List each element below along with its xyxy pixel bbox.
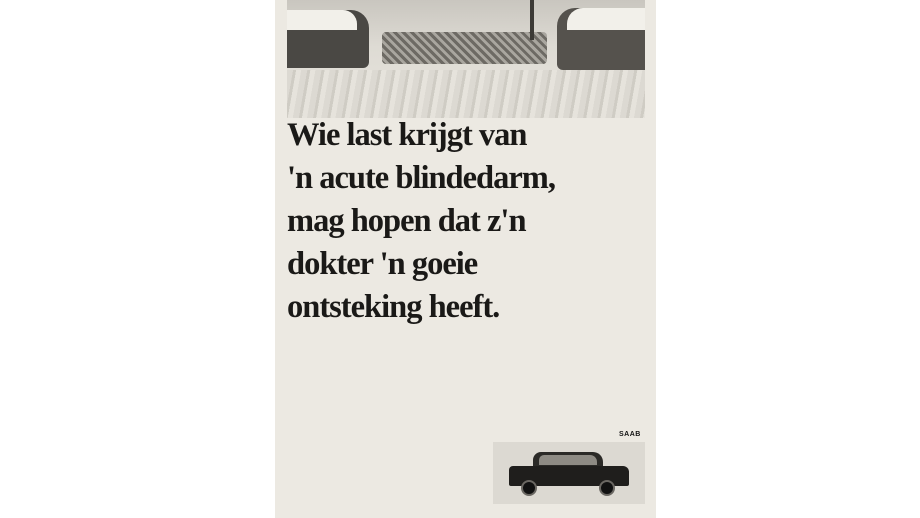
snow-covered-car-right	[557, 8, 645, 70]
body-text-column-intro	[543, 254, 643, 344]
body-text-column-2	[409, 350, 523, 450]
headline-line: 'n acute blindedarm,	[287, 160, 556, 196]
body-text-column-1	[287, 350, 401, 508]
body-text-column-3	[531, 350, 645, 440]
car-window	[539, 455, 597, 465]
car-wheel	[521, 480, 537, 496]
snow-covered-street	[287, 70, 645, 118]
saab-logo: SAAB	[619, 431, 641, 438]
car-wheel	[599, 480, 615, 496]
saab-advertisement-page	[275, 0, 656, 518]
cobblestone-curb	[382, 32, 547, 64]
headline-line: dokter 'n goeie	[287, 246, 478, 282]
snow-covered-car-left	[287, 10, 369, 68]
headline-line: Wie last krijgt van	[287, 117, 527, 153]
saab-900-car-photo	[493, 442, 645, 504]
snowy-street-photo	[287, 0, 645, 118]
headline-line: ontsteking heeft.	[287, 289, 500, 325]
headline-line: mag hopen dat z'n	[287, 203, 526, 239]
street-pole	[530, 0, 534, 40]
